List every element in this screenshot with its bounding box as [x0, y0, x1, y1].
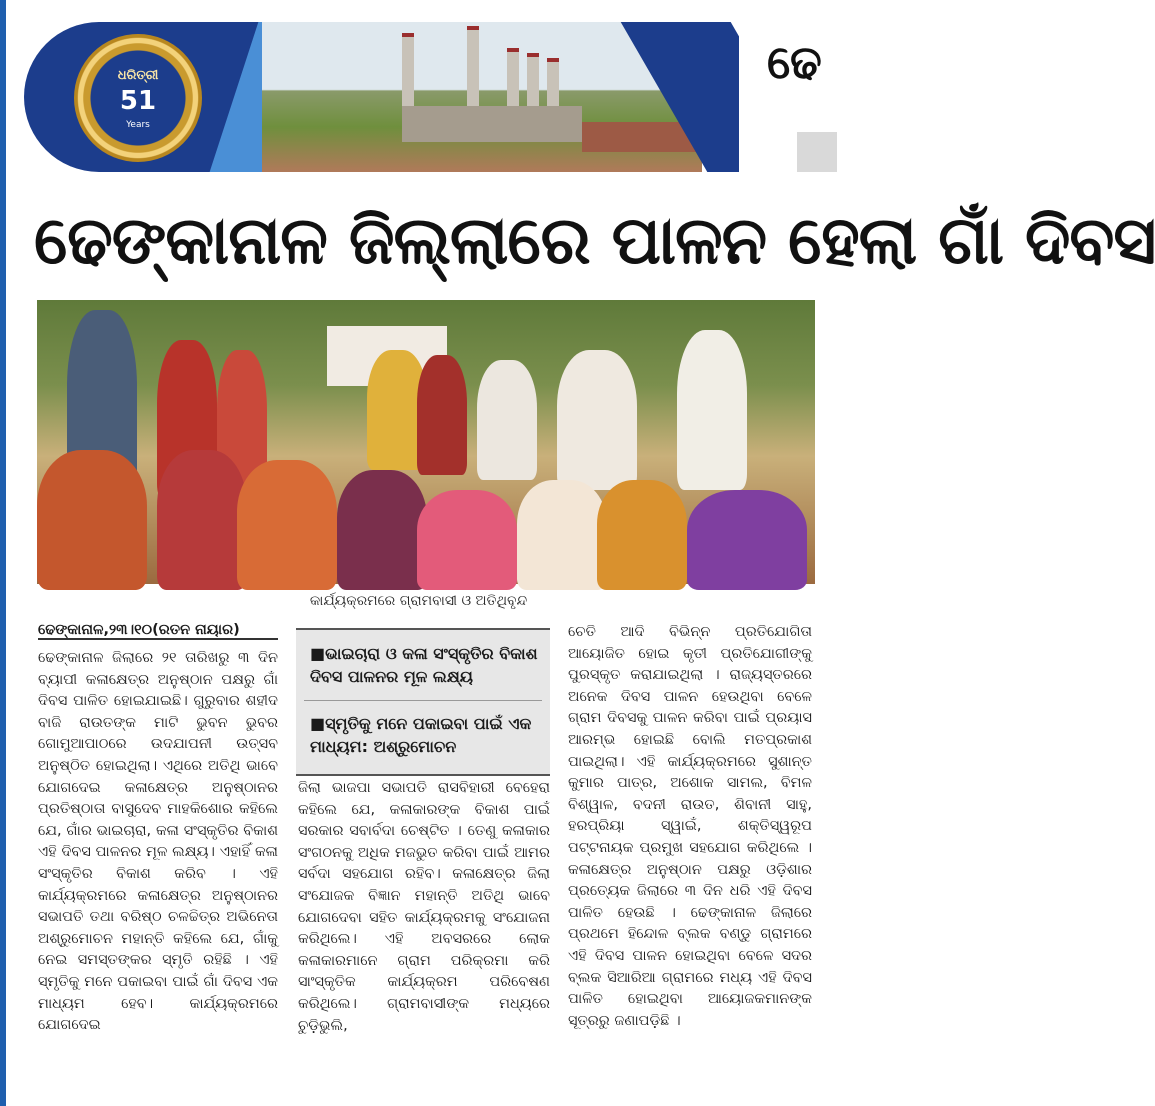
column-1-text: ଢେଙ୍କାନାଳ ଜିଲାରେ ୨୧ ତାରିଖରୁ ୩ ଦିନ ବ୍ୟାପୀ କଳାକ୍ଷେତ୍ର ଅନୁଷ୍ଠାନ ପକ୍ଷରୁ ଗାଁ ଦିବସ ପାଳିତ ହୋଇଯାଇଛି। ଗୁରୁବାର ଶହୀଦ ବାଜି ରାଉତଙ୍କ ମାଟି ଭୁବନ ଭୁବର ଗୋମୁଆପାଠରେ ଉଦଯାପନୀ ଉତ୍ସବ ଅନୁଷ୍ଠିତ ହୋଇଥିଲା। ଏଥିରେ ଅତିଥି ଭାବେ ଯୋଗଦେଇ କଳାକ୍ଷେତ୍ର ଅନୁଷ୍ଠାନର ପ୍ରତିଷ୍ଠାତା ବାସୁଦେବ ମାହକିଶୋର କହିଲେ ଯେ, ଗାଁର ଭାଇଚାରା, କଳା ସଂସ୍କୃତିର ବିକାଶ ଏହି ଦିବସ ପାଳନର ମୂଳ ଲକ୍ଷ୍ୟ। ଏହାହିଁ କଳା ସଂସ୍କୃତିର ବିକାଶ କରିବ । ଏହି କାର୍ଯ୍ୟକ୍ରମରେ କଳାକ୍ଷେତ୍ର ଅନୁଷ୍ଠାନର ସଭାପତି ତଥା ବରିଷ୍ଠ ଚଳଚ୍ଚିତ୍ର ଅଭିନେତା ଅଶ୍ରୁମୋଚନ ମହାନ୍ତି କହିଲେ ଯେ, ଗାଁକୁ ନେଇ ସମସ୍ତଙ୍କର ସ୍ମୃତି ରହିଛି । ଏହି ସ୍ମୃତିକୁ ମନେ ପକାଇବା ପାଇଁ ଗାଁ ଦିବସ ଏକ ମାଧ୍ୟମ ହେବ। କାର୍ଯ୍ୟକ୍ରମରେ ଯୋଗଦେଇ [38, 650, 278, 1034]
emblem-years: Years [126, 120, 150, 130]
emblem-title: ଧରିତ୍ରୀ [117, 68, 159, 83]
plant-building [402, 106, 582, 142]
dateline: ଢେଙ୍କାନାଳ,୨୩।୧୦(ରତନ ନାୟାର) [38, 622, 278, 640]
masthead-banner [24, 22, 837, 172]
column-3-text: ଚେତି ଆଦି ବିଭିନ୍ନ ପ୍ରତିଯୋଗିତା ଆୟୋଜିତ ହୋଇ କୃତୀ ପ୍ରତିଯୋଗୀଙ୍କୁ ପୁରସ୍କୃତ କରାଯାଇଥିଲା । ରାଜ୍ୟସ୍ତରରେ ଅନେକ ଦିବସ ପାଳନ ହେଉଥିବା ବେଳେ ଗ୍ରାମ ଦିବସକୁ ପାଳନ କରିବା ପାଇଁ ପ୍ରୟାସ ଆରମ୍ଭ ହୋଇଛି ବୋଲି ମତପ୍ରକାଶ ପାଇଥିଲା। ଏହି କାର୍ଯ୍ୟକ୍ରମରେ ସୁଶାନ୍ତ କୁମାର ପାତ୍ର, ଅଶୋକ ସାମଲ, ବିମଳ ବିଶ୍ୱାଳ, ବଦନୀ ରାଉତ, ଶିବାନୀ ସାହୁ, ହରପ୍ରିୟା ସ୍ୱାଇଁ, ଶକ୍ତିସ୍ୱରୂପ ପଟ୍ଟନାୟକ ପ୍ରମୁଖ ସହଯୋଗ କରିଥିଲେ । କଳାକ୍ଷେତ୍ର ଅନୁଷ୍ଠାନ ପକ୍ଷରୁ ଓଡ଼ିଶାର ପ୍ରତ୍ୟେକ ଜିଲାରେ ୩ ଦିନ ଧରି ଏହି ଦିବସ ପାଳିତ ହେଉଛି । ଢେଙ୍କାନାଳ ଜିଲାରେ ପ୍ରଥମେ ହିନ୍ଦୋଳ ବ୍ଲକ ବଣ୍ଡୁ ଗ୍ରାମରେ ଏହି ଦିବସ ପାଳନ ହୋଇଥିବା ବେଳେ ସଦର ବ୍ଲକ ସିଆରିଆ ଗ୍ରାମରେ ମଧ୍ୟ ଏହି ଦିବସ ପାଳିତ ହୋଇଥିବା ଆୟୋଜକମାନଙ୍କ ସୂତ୍ରରୁ ଜଣାପଡ଼ିଛି । [568, 624, 812, 1029]
article-column-2 [298, 778, 550, 1098]
event-photo [37, 300, 815, 584]
column-2-text: ଜିଲା ଭାଜପା ସଭାପତି ରାସବିହାରୀ ବେହେରା କହିଲେ ଯେ, କଳାକାରଙ୍କ ବିକାଶ ପାଇଁ ସରକାର ସବାର୍ବଦା ଚେଷ୍ଟିତ । ତେଣୁ କଳାକାର ସଂଗଠନକୁ ଅଧିକ ମଜଭୁତ କରିବା ପାଇଁ ଆମର ସର୍ବଦା ସହଯୋଗ ରହିବ। କଳାକ୍ଷେତ୍ର ଜିଲା ସଂଯୋଜକ ବିଜ୍ଞାନ ମହାନ୍ତି ଅତିଥି ଭାବେ ଯୋଗଦେବା ସହିତ କାର୍ଯ୍ୟକ୍ରମକୁ ସଂଯୋଜନା କରିଥିଲେ। ଏହି ଅବସରରେ ଲୋକ କଳାକାରମାନେ ଗ୍ରାମ ପରିକ୍ରମା କରି ସାଂସ୍କୃତିକ କାର୍ଯ୍ୟକ୍ରମ ପରିବେଷଣ କରିଥିଲେ। ଗ୍ରାମବାସୀଙ୍କ ମଧ୍ୟରେ ଚୁଡ଼ିଭୁଲି, [298, 780, 550, 1034]
anniversary-badge [24, 22, 274, 172]
subheading-1: ■ଭାଇଚାରା ଓ କଳା ସଂସ୍କୃତିର ବିକାଶ ଦିବସ ପାଳନର ମୂଳ ଲକ୍ଷ୍ୟ [310, 644, 538, 686]
masthead-word: ଢେ [767, 32, 837, 92]
emblem-number: 51 [119, 86, 157, 116]
article-column-3 [568, 622, 812, 1098]
subheading-box [296, 628, 550, 776]
subheading-2: ■ସ୍ମୃତିକୁ ମନେ ପକାଇବା ପାଇଁ ଏକ ମାଧ୍ୟମ: ଅଶ୍ରୁମୋଚନ [310, 714, 532, 756]
subheading-divider [304, 700, 542, 701]
grey-block [797, 132, 837, 172]
photo-caption: କାର୍ଯ୍ୟକ୍ରମରେ ଗ୍ରାମବାସୀ ଓ ଅତିଥିବୃନ୍ଦ [309, 593, 528, 609]
anniversary-emblem [74, 34, 202, 162]
headline: ଢେଙ୍କାନାଳ ଜିଲ୍ଲାରେ ପାଳନ ହେଲା ଗାଁ ଦିବସ [34, 202, 1155, 279]
page-edge-bar [0, 0, 6, 1106]
article-column-1 [38, 648, 278, 1098]
